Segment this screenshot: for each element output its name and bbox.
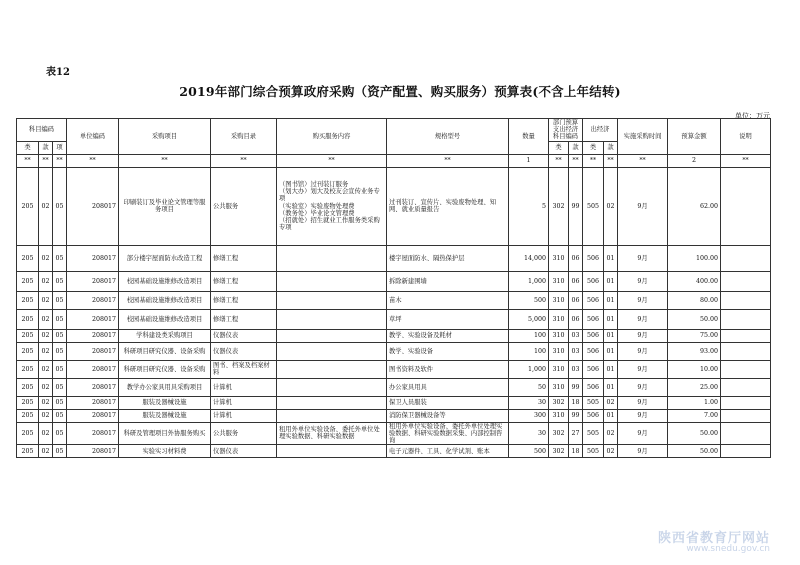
marker-cell: ** — [618, 154, 668, 167]
service-content-cell — [277, 291, 387, 309]
catalog-cell: 修缮工程 — [211, 309, 277, 329]
item-cell: 05 — [53, 396, 67, 409]
govt-section-cell: 01 — [604, 291, 618, 309]
dept-class-cell: 302 — [549, 167, 569, 245]
quantity-cell: 14,000 — [509, 245, 549, 271]
table-row — [17, 271, 771, 291]
item-header: 项 — [53, 141, 67, 154]
catalog-cell: 修缮工程 — [211, 245, 277, 271]
quantity-header: 数量 — [509, 119, 549, 155]
project-header: 采购项目 — [119, 119, 211, 155]
table-row — [17, 167, 771, 245]
govt-section-cell: 02 — [604, 167, 618, 245]
quantity-cell: 100 — [509, 329, 549, 342]
item-cell: 05 — [53, 409, 67, 422]
unit-code-cell: 208017 — [67, 342, 119, 360]
project-cell: 学科建设类采购项目 — [119, 329, 211, 342]
class-cell: 205 — [17, 396, 39, 409]
govt-class-cell: 506 — [583, 378, 604, 396]
dept-section-cell: 27 — [569, 422, 583, 445]
unit-code-cell: 208017 — [67, 422, 119, 445]
section-cell: 02 — [39, 167, 53, 245]
spec-cell: 教学、实验设备及耗材 — [387, 329, 509, 342]
item-cell: 05 — [53, 329, 67, 342]
marker-cell: 2 — [668, 154, 721, 167]
section-cell: 02 — [39, 422, 53, 445]
note-cell — [721, 409, 771, 422]
govt-section-cell: 01 — [604, 360, 618, 378]
unit-code-cell: 208017 — [67, 378, 119, 396]
unit-code-cell: 208017 — [67, 329, 119, 342]
section-cell: 02 — [39, 245, 53, 271]
note-cell — [721, 396, 771, 409]
amount-cell: 400.00 — [668, 271, 721, 291]
unit-code-cell: 208017 — [67, 245, 119, 271]
catalog-cell: 仪器仪表 — [211, 342, 277, 360]
spec-cell: 图书资料及软件 — [387, 360, 509, 378]
project-cell: 校园基础设施维修改造项目 — [119, 309, 211, 329]
service-content-header: 购买服务内容 — [277, 119, 387, 155]
section-cell: 02 — [39, 360, 53, 378]
marker-cell: 1 — [509, 154, 549, 167]
section-cell: 02 — [39, 291, 53, 309]
amount-cell: 50.00 — [668, 445, 721, 458]
spec-cell: 租用外单位实验设备、委托外单位处理实验数据、科研实验数据采集、内部控制咨询 — [387, 422, 509, 445]
time-cell: 9月 — [618, 291, 668, 309]
dept-class-cell: 310 — [549, 342, 569, 360]
table-row — [17, 342, 771, 360]
amount-cell: 1.00 — [668, 396, 721, 409]
item-cell: 05 — [53, 167, 67, 245]
dept-section-cell: 06 — [569, 291, 583, 309]
marker-cell: ** — [277, 154, 387, 167]
govt-section-cell: 01 — [604, 245, 618, 271]
table-number: 表12 — [46, 67, 70, 78]
marker-cell: ** — [583, 154, 604, 167]
class-cell: 205 — [17, 445, 39, 458]
dept-class-cell: 310 — [549, 271, 569, 291]
unit-code-cell: 208017 — [67, 445, 119, 458]
catalog-cell: 图书、档案及档案材料 — [211, 360, 277, 378]
unit-code-cell: 208017 — [67, 409, 119, 422]
dept-section-cell: 06 — [569, 245, 583, 271]
marker-cell: ** — [67, 154, 119, 167]
quantity-cell: 500 — [509, 291, 549, 309]
note-cell — [721, 329, 771, 342]
class-cell: 205 — [17, 291, 39, 309]
budget-table — [16, 118, 771, 458]
table-row — [17, 422, 771, 445]
dept-section-cell: 06 — [569, 271, 583, 291]
note-cell — [721, 342, 771, 360]
marker-cell: ** — [39, 154, 53, 167]
spec-cell: 办公家具用具 — [387, 378, 509, 396]
item-cell: 05 — [53, 378, 67, 396]
govt-class-cell: 506 — [583, 291, 604, 309]
amount-cell: 10.00 — [668, 360, 721, 378]
service-content-cell — [277, 342, 387, 360]
section-cell: 02 — [39, 309, 53, 329]
project-cell: 校园基础设施维修改造项目 — [119, 271, 211, 291]
amount-cell: 25.00 — [668, 378, 721, 396]
govt-class-cell: 506 — [583, 271, 604, 291]
note-cell — [721, 309, 771, 329]
section-cell: 02 — [39, 271, 53, 291]
project-cell: 印刷装订及毕业论文管理等服务项目 — [119, 167, 211, 245]
class-cell: 205 — [17, 167, 39, 245]
govt-econ-header: 出经济 — [583, 119, 618, 142]
amount-cell: 50.00 — [668, 422, 721, 445]
unit-code-header: 单位编码 — [67, 119, 119, 155]
spec-cell: 楼宇屋面防水、隔热保护层 — [387, 245, 509, 271]
table-row — [17, 445, 771, 458]
time-cell: 9月 — [618, 378, 668, 396]
govt-section-cell: 01 — [604, 409, 618, 422]
amount-cell: 100.00 — [668, 245, 721, 271]
govt-class-cell: 506 — [583, 245, 604, 271]
time-cell: 9月 — [618, 167, 668, 245]
govt-section-cell: 01 — [604, 342, 618, 360]
project-cell: 科研项目研究仪器、设备采购 — [119, 360, 211, 378]
catalog-cell: 修缮工程 — [211, 291, 277, 309]
item-cell: 05 — [53, 271, 67, 291]
dept-section-header: 款 — [569, 141, 583, 154]
dept-section-cell: 99 — [569, 378, 583, 396]
service-content-cell — [277, 329, 387, 342]
quantity-cell: 1,000 — [509, 271, 549, 291]
service-content-cell — [277, 245, 387, 271]
quantity-cell: 100 — [509, 342, 549, 360]
marker-cell: ** — [53, 154, 67, 167]
dept-section-cell: 03 — [569, 342, 583, 360]
catalog-cell: 计算机 — [211, 396, 277, 409]
quantity-cell: 300 — [509, 409, 549, 422]
unit-code-cell: 208017 — [67, 360, 119, 378]
amount-cell: 7.00 — [668, 409, 721, 422]
item-cell: 05 — [53, 360, 67, 378]
catalog-cell: 仪器仪表 — [211, 445, 277, 458]
project-cell: 教学办公家具用具采购项目 — [119, 378, 211, 396]
item-cell: 05 — [53, 245, 67, 271]
amount-cell: 62.00 — [668, 167, 721, 245]
catalog-cell: 公共服务 — [211, 422, 277, 445]
govt-section-cell: 01 — [604, 378, 618, 396]
dept-section-cell: 03 — [569, 329, 583, 342]
dept-econ-header: 部门预算支出经济科目编码 — [549, 119, 583, 142]
item-cell: 05 — [53, 422, 67, 445]
catalog-cell: 修缮工程 — [211, 271, 277, 291]
catalog-cell: 计算机 — [211, 378, 277, 396]
govt-section-cell: 02 — [604, 396, 618, 409]
dept-class-cell: 310 — [549, 245, 569, 271]
unit-code-cell: 208017 — [67, 291, 119, 309]
govt-class-cell: 505 — [583, 396, 604, 409]
quantity-cell: 30 — [509, 422, 549, 445]
spec-cell: 草坪 — [387, 309, 509, 329]
note-cell — [721, 445, 771, 458]
govt-class-cell: 505 — [583, 167, 604, 245]
item-cell: 05 — [53, 342, 67, 360]
quantity-cell: 30 — [509, 396, 549, 409]
class-cell: 205 — [17, 329, 39, 342]
spec-header: 规格型号 — [387, 119, 509, 155]
dept-section-cell: 18 — [569, 396, 583, 409]
quantity-cell: 1,000 — [509, 360, 549, 378]
class-cell: 205 — [17, 271, 39, 291]
time-cell: 9月 — [618, 342, 668, 360]
time-cell: 9月 — [618, 445, 668, 458]
table-row — [17, 378, 771, 396]
project-cell: 服装及器械设施 — [119, 409, 211, 422]
spec-cell: 过刊装订、宣传片、实验废物处理、知网、就业质量报告 — [387, 167, 509, 245]
dept-class-cell: 310 — [549, 409, 569, 422]
section-header: 款 — [39, 141, 53, 154]
amount-header: 预算金额 — [668, 119, 721, 155]
class-cell: 205 — [17, 245, 39, 271]
section-cell: 02 — [39, 342, 53, 360]
class-cell: 205 — [17, 360, 39, 378]
note-cell — [721, 422, 771, 445]
dept-class-header: 类 — [549, 141, 569, 154]
item-cell: 05 — [53, 291, 67, 309]
govt-section-cell: 02 — [604, 422, 618, 445]
item-cell: 05 — [53, 445, 67, 458]
catalog-cell: 公共服务 — [211, 167, 277, 245]
note-cell — [721, 360, 771, 378]
dept-class-cell: 310 — [549, 378, 569, 396]
quantity-cell: 5,000 — [509, 309, 549, 329]
spec-cell: 消防保卫器械设备等 — [387, 409, 509, 422]
dept-class-cell: 310 — [549, 309, 569, 329]
time-cell: 9月 — [618, 422, 668, 445]
catalog-header: 采购目录 — [211, 119, 277, 155]
dept-class-cell: 302 — [549, 422, 569, 445]
service-content-cell — [277, 409, 387, 422]
project-cell: 科研项目研究仪器、设备采购 — [119, 342, 211, 360]
govt-section-cell: 01 — [604, 329, 618, 342]
unit-code-cell: 208017 — [67, 309, 119, 329]
spec-cell: 苗木 — [387, 291, 509, 309]
govt-section-header: 款 — [604, 141, 618, 154]
watermark-name: 陕西省教育厅网站 — [657, 531, 770, 546]
amount-cell: 75.00 — [668, 329, 721, 342]
time-cell: 9月 — [618, 396, 668, 409]
dept-section-cell: 99 — [569, 167, 583, 245]
table-row — [17, 360, 771, 378]
spec-cell: 教学、实验设备 — [387, 342, 509, 360]
service-content-cell — [277, 271, 387, 291]
table-row — [17, 245, 771, 271]
marker-cell: ** — [549, 154, 569, 167]
section-cell: 02 — [39, 445, 53, 458]
govt-class-header: 类 — [583, 141, 604, 154]
unit-code-cell: 208017 — [67, 167, 119, 245]
dept-section-cell: 03 — [569, 360, 583, 378]
note-cell — [721, 271, 771, 291]
unit-code-cell: 208017 — [67, 396, 119, 409]
quantity-cell: 5 — [509, 167, 549, 245]
govt-class-cell: 506 — [583, 309, 604, 329]
project-cell: 校园基础设施维修改造项目 — [119, 291, 211, 309]
govt-section-cell: 01 — [604, 309, 618, 329]
time-cell: 9月 — [618, 329, 668, 342]
class-cell: 205 — [17, 409, 39, 422]
class-header: 类 — [17, 141, 39, 154]
section-cell: 02 — [39, 409, 53, 422]
govt-class-cell: 506 — [583, 360, 604, 378]
amount-cell: 50.00 — [668, 309, 721, 329]
note-cell — [721, 291, 771, 309]
govt-section-cell: 01 — [604, 271, 618, 291]
table-row — [17, 309, 771, 329]
spec-cell: 拆除新建围墙 — [387, 271, 509, 291]
govt-class-cell: 506 — [583, 342, 604, 360]
project-cell: 实验实习材料费 — [119, 445, 211, 458]
dept-section-cell: 18 — [569, 445, 583, 458]
note-cell — [721, 245, 771, 271]
marker-cell: ** — [17, 154, 39, 167]
class-cell: 205 — [17, 422, 39, 445]
quantity-cell: 500 — [509, 445, 549, 458]
marker-row — [17, 154, 771, 167]
class-cell: 205 — [17, 309, 39, 329]
dept-class-cell: 310 — [549, 360, 569, 378]
dept-class-cell: 310 — [549, 329, 569, 342]
table-row — [17, 396, 771, 409]
table-row — [17, 291, 771, 309]
amount-cell: 93.00 — [668, 342, 721, 360]
service-content-cell — [277, 378, 387, 396]
service-content-cell — [277, 309, 387, 329]
dept-section-cell: 06 — [569, 309, 583, 329]
marker-cell: ** — [387, 154, 509, 167]
table-row — [17, 329, 771, 342]
marker-cell: ** — [569, 154, 583, 167]
page-title: 2019年部门综合预算政府采购（资产配置、购买服务）预算表(不含上年结转) — [179, 84, 621, 99]
govt-class-cell: 506 — [583, 329, 604, 342]
note-header: 说明 — [721, 119, 771, 155]
unit-label: 单位：万元 — [735, 112, 770, 120]
time-cell: 9月 — [618, 271, 668, 291]
note-cell — [721, 378, 771, 396]
subject-code-header: 科目编码 — [17, 119, 67, 142]
dept-class-cell: 302 — [549, 445, 569, 458]
class-cell: 205 — [17, 342, 39, 360]
time-cell: 9月 — [618, 309, 668, 329]
time-cell: 9月 — [618, 409, 668, 422]
catalog-cell: 计算机 — [211, 409, 277, 422]
service-content-cell — [277, 360, 387, 378]
govt-class-cell: 505 — [583, 422, 604, 445]
service-content-cell: （图书馆）过刊装订服务 （划大办）划大及校友会宣传业务专项 （实验室）实验废物处理费 （教务处）毕业论文管理费 （招就处）招生就业工作服务类采购专项 — [277, 167, 387, 245]
project-cell: 部分楼宇屋面防水改造工程 — [119, 245, 211, 271]
unit-code-cell: 208017 — [67, 271, 119, 291]
marker-cell: ** — [211, 154, 277, 167]
catalog-cell: 仪器仪表 — [211, 329, 277, 342]
dept-section-cell: 99 — [569, 409, 583, 422]
class-cell: 205 — [17, 378, 39, 396]
govt-class-cell: 506 — [583, 409, 604, 422]
project-cell: 服装及器械设施 — [119, 396, 211, 409]
dept-class-cell: 310 — [549, 291, 569, 309]
govt-section-cell: 02 — [604, 445, 618, 458]
item-cell: 05 — [53, 309, 67, 329]
time-cell: 9月 — [618, 245, 668, 271]
table-row — [17, 409, 771, 422]
project-cell: 科研及管理项目外协服务购买 — [119, 422, 211, 445]
header-row-1 — [17, 119, 771, 142]
note-cell — [721, 167, 771, 245]
time-cell: 9月 — [618, 360, 668, 378]
marker-cell: ** — [721, 154, 771, 167]
service-content-cell: 租用外单位实验设备、委托外单位处理实验数据、科研实验数据 — [277, 422, 387, 445]
section-cell: 02 — [39, 396, 53, 409]
marker-cell: ** — [119, 154, 211, 167]
amount-cell: 80.00 — [668, 291, 721, 309]
section-cell: 02 — [39, 329, 53, 342]
watermark-url: www.snedu.gov.cn — [686, 544, 770, 554]
service-content-cell — [277, 396, 387, 409]
govt-class-cell: 505 — [583, 445, 604, 458]
quantity-cell: 50 — [509, 378, 549, 396]
spec-cell: 保卫人员服装 — [387, 396, 509, 409]
time-header: 实施采购时间 — [618, 119, 668, 155]
dept-class-cell: 302 — [549, 396, 569, 409]
service-content-cell — [277, 445, 387, 458]
section-cell: 02 — [39, 378, 53, 396]
marker-cell: ** — [604, 154, 618, 167]
spec-cell: 电子元器件、工具、化学试剂、账本 — [387, 445, 509, 458]
